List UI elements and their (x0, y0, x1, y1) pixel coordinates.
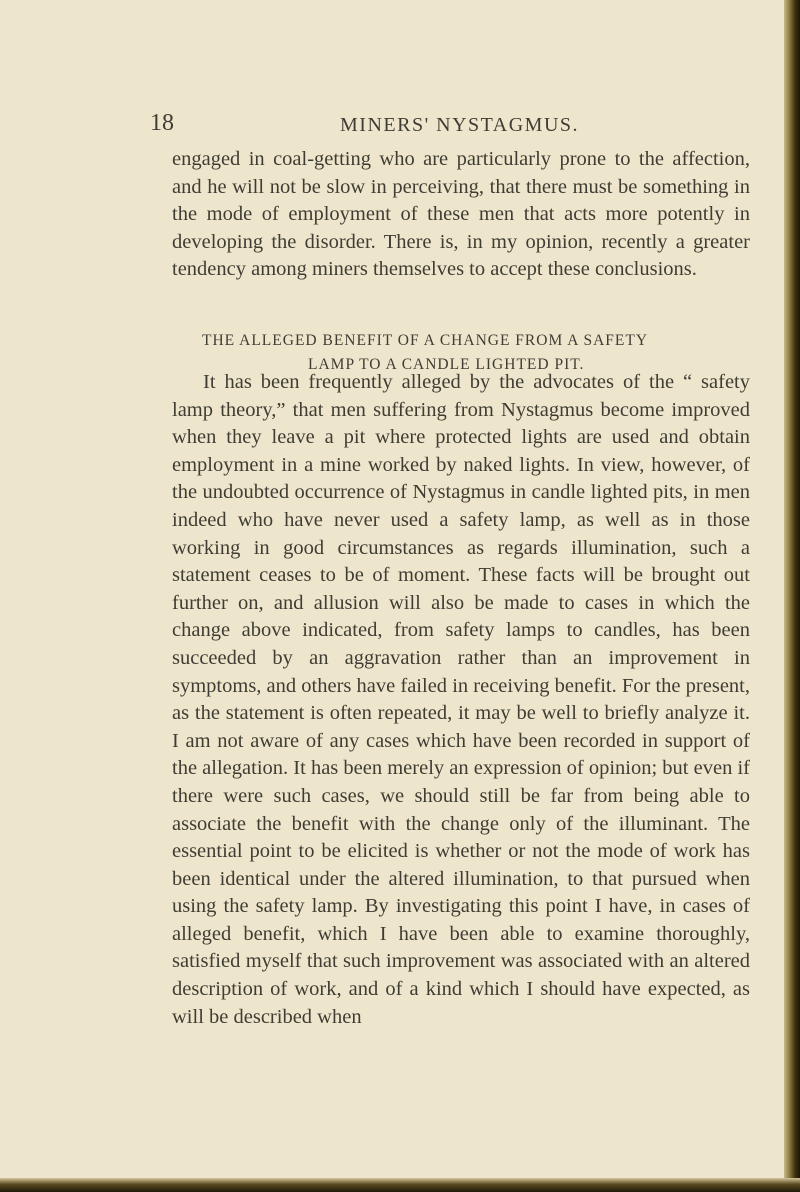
page-edge-right (784, 0, 800, 1192)
paragraph-2 (172, 369, 750, 1031)
paragraph-1 (172, 146, 750, 284)
paragraph-2-text: It has been frequently alleged by the advocates of the “ safety lamp theory,” that men suffering from Nystagmus become improved when they leave a pit where protected lights are used and obtain employment in a mine worked by naked lights. In view, however, of the undoubted occurrence of Nystagmus in candle lighted pits, in men indeed who have never used a safety lamp, as well as in those working in good circumstances as regards illumination, such a statement ceases to be of moment. These facts will be brought out further on, and allusion will also be made to cases in which the change above indicated, from safety lamps to candles, has been succeeded by an aggravation rather than an improvement in symptoms, and others have failed in receiving benefit. For the present, as the statement is often repeated, it may be well to briefly analyze it. I am not aware of any cases which have been recorded in support of the allegation. It has been merely an expression of opinion; but even if there were such cases, we should still be far from being able to associate the benefit with the change only of the illuminant. The essential point to be elicited is whether or not the mode of work has been identical under the altered illumination, to that pursued when using the safety lamp. By investigating this point I have, in cases of alleged benefit, which I have been able to examine thoroughly, satisfied myself that such improvement was associated with an altered description of work, and of a kind which I should have expected, as will be described when (172, 371, 750, 1028)
running-head-title: MINERS' NYSTAGMUS. (340, 114, 580, 136)
section-heading-line-1: THE ALLEGED BENEFIT OF A CHANGE FROM A SAFETY (202, 332, 649, 349)
paragraph-1-text: engaged in coal-getting who are particularly prone to the affection, and he will not be slow in perceiving, that there must be something in the mode of employment of these men that acts more potently in developing the disorder. There is, in my opinion, recently a greater tendency among miners themselves to accept these conclusions. (172, 148, 750, 281)
page-number: 18 (150, 110, 174, 136)
section-heading-line-2: LAMP TO A CANDLE LIGHTED PIT. (308, 356, 585, 373)
running-head (150, 110, 784, 140)
page-edge-bottom (0, 1178, 800, 1192)
